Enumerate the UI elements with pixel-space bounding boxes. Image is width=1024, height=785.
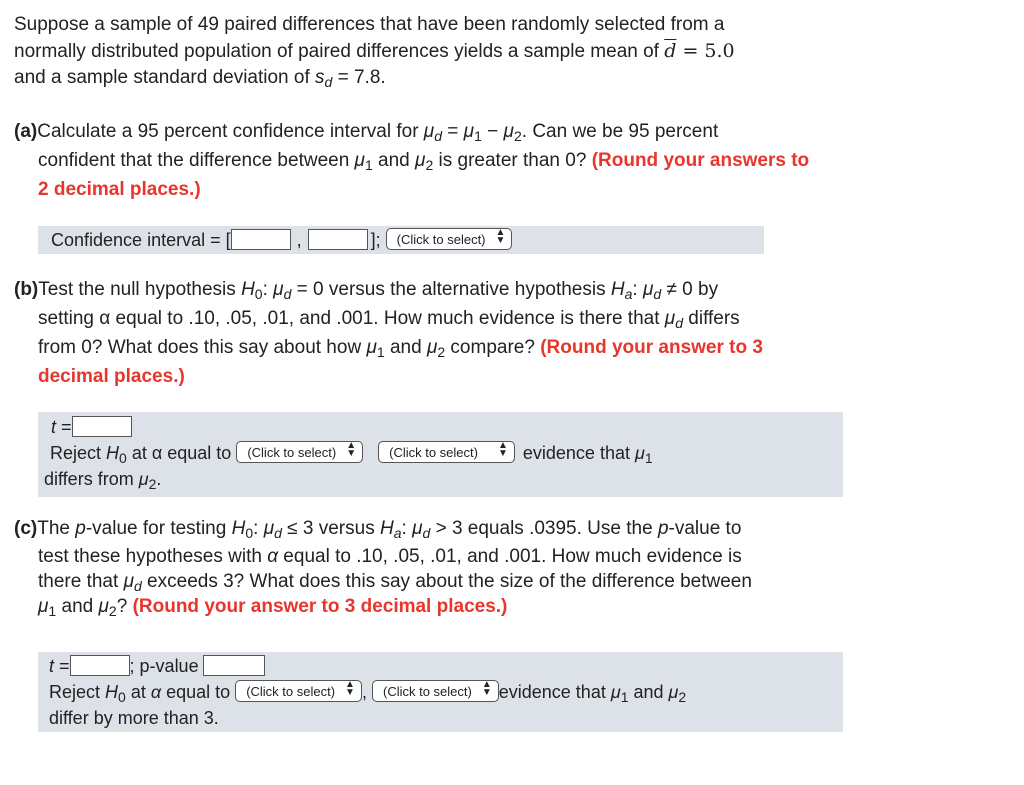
ci-close: ]; — [370, 230, 381, 250]
ci-comma: , — [296, 230, 302, 250]
select-label: (Click to select) — [246, 684, 336, 699]
part-c-line-1 — [14, 515, 820, 543]
part-c-text: test these hypotheses with — [38, 546, 268, 567]
reject-text: equal to — [161, 682, 231, 702]
mu-symbol: μ — [503, 121, 514, 142]
h-subscript: a — [393, 525, 402, 541]
alpha-symbol: α — [99, 308, 111, 329]
mu-subscript: 1 — [376, 344, 385, 360]
sample-mean-value: = 5.0 — [676, 40, 735, 62]
part-a — [14, 117, 820, 204]
p-symbol: p — [75, 518, 86, 539]
t-eq: = — [54, 656, 70, 676]
p-symbol: p — [657, 518, 669, 539]
part-b — [14, 275, 820, 391]
mu-subscript: 2 — [108, 603, 117, 619]
mu-symbol: μ — [412, 518, 423, 539]
select-arrows-icon: ▲ ▼ — [345, 679, 355, 698]
ci-conclusion-select[interactable] — [386, 228, 513, 250]
t-eq: = — [56, 417, 72, 437]
evidence-text: evidence that — [498, 682, 611, 702]
mu-subscript: 2 — [437, 344, 446, 360]
mu-subscript: d — [274, 525, 282, 541]
part-c-line-3 — [14, 571, 820, 593]
part-b-text: from 0? What does this say about how — [38, 337, 367, 358]
differ-row — [49, 705, 843, 731]
part-a-line-2 — [14, 146, 820, 204]
select-label: (Click to select) — [396, 232, 486, 247]
part-c-label: (c) — [14, 518, 38, 539]
part-a-text: and — [372, 150, 416, 171]
ci-label: Confidence interval = [ — [51, 230, 231, 250]
part-b-text: differs — [683, 308, 740, 329]
part-c-alpha-select[interactable] — [235, 680, 362, 702]
part-b-alpha-select[interactable] — [236, 441, 363, 463]
part-c-text: equal to .10, .05, .01, and .001. How much evidence is — [278, 546, 742, 567]
mu-subscript: d — [422, 525, 431, 541]
part-c-text: there that — [38, 571, 124, 592]
h-symbol: H — [231, 518, 246, 539]
mu-symbol: μ — [354, 150, 365, 171]
semicolon: ; — [129, 656, 140, 676]
mu-symbol: μ — [664, 308, 676, 329]
part-c-text: -value to — [668, 518, 742, 539]
mu-symbol: μ — [263, 518, 275, 539]
mu-symbol: μ — [138, 469, 149, 489]
h-symbol: H — [379, 518, 394, 539]
mu-subscript: 2 — [513, 128, 522, 144]
sd-symbol: s — [315, 67, 325, 88]
evidence-text: and — [628, 682, 669, 702]
select-arrows-icon: ▲ ▼ — [481, 679, 492, 698]
part-b-t-input[interactable] — [72, 416, 132, 437]
mu-symbol: μ — [38, 596, 49, 617]
d-bar-symbol: $\overline{d}$ — [664, 40, 677, 62]
differs-row — [44, 466, 843, 492]
part-c-line-4 — [14, 593, 820, 621]
reject-text: Reject — [49, 682, 106, 702]
mu-symbol: μ — [273, 279, 284, 300]
part-b-line-3 — [14, 333, 820, 391]
part-c-line-2 — [14, 543, 820, 571]
differ-text: differ by more than 3. — [49, 708, 219, 728]
mu-subscript: 2 — [425, 157, 434, 173]
part-a-text: − — [481, 121, 504, 142]
part-b-text: equal to .10, .05, .01, and .001. How much evidence is there that — [110, 308, 665, 329]
part-c-text: exceeds 3? What does this say about the size of the difference between — [141, 571, 752, 592]
evidence-text: evidence that — [522, 443, 635, 463]
comma: , — [361, 682, 367, 702]
reject-row — [44, 440, 843, 466]
mu-subscript: 1 — [474, 128, 482, 144]
t-label: t — [51, 417, 57, 437]
mu-subscript: d — [133, 578, 142, 594]
part-b-line-2 — [14, 304, 820, 333]
h-symbol: H — [106, 443, 120, 463]
mu-symbol: μ — [366, 337, 377, 358]
intro-line-2 — [14, 38, 820, 65]
h-subscript: 0 — [119, 450, 127, 466]
part-c — [14, 515, 820, 621]
part-a-text: is greater than 0? — [433, 150, 592, 171]
intro-line-1: Suppose a sample of 49 paired differences that have been randomly selected from a — [14, 14, 725, 35]
reject-text: Reject — [50, 443, 107, 463]
part-a-text: Calculate a 95 percent confidence interval for — [37, 121, 424, 142]
h-subscript: a — [624, 286, 633, 302]
mu-symbol: μ — [642, 279, 654, 300]
part-c-text: > 3 equals .0395. Use the — [430, 518, 658, 539]
part-c-evidence-select[interactable] — [372, 680, 499, 702]
part-b-line-1 — [14, 275, 820, 304]
intro-line-3 — [14, 65, 820, 91]
mu-subscript: d — [283, 286, 292, 302]
mu-subscript: 1 — [620, 689, 629, 705]
part-b-text: = 0 versus the alternative hypothesis — [291, 279, 611, 300]
mu-subscript: 1 — [48, 603, 57, 619]
part-c-round-instruction: (Round your answer to 3 decimal places.) — [132, 596, 508, 617]
intro-text: normally distributed population of paired differences yields a sample mean of — [14, 41, 665, 62]
mu-symbol: μ — [610, 682, 621, 702]
mu-symbol: μ — [463, 121, 475, 142]
part-a-text: confident that the difference between — [38, 150, 355, 171]
sd-subscript: d — [324, 74, 333, 90]
select-label: (Click to select) — [247, 445, 337, 460]
part-a-text: . Can we be 95 percent — [521, 121, 719, 142]
part-c-answer-area — [38, 652, 843, 732]
mu-symbol: μ — [423, 121, 435, 142]
part-a-answer-area — [38, 226, 764, 254]
h-subscript: 0 — [245, 525, 254, 541]
part-c-pvalue-input[interactable] — [203, 655, 265, 676]
part-b-text: and — [384, 337, 427, 358]
t-pvalue-row — [49, 653, 843, 679]
part-c-text: : — [253, 518, 264, 539]
ci-lower-input[interactable] — [231, 229, 291, 250]
part-b-evidence-select[interactable] — [378, 441, 515, 463]
h-subscript: 0 — [118, 689, 126, 705]
alpha-symbol: α — [267, 546, 279, 567]
ci-upper-input[interactable] — [308, 229, 368, 250]
part-b-text: setting — [38, 308, 100, 329]
part-a-text: = — [442, 121, 464, 142]
select-label: (Click to select) — [382, 684, 472, 699]
select-label: (Click to select) — [389, 445, 478, 460]
part-a-line-1 — [14, 117, 820, 146]
mu-symbol: μ — [123, 571, 134, 592]
h-symbol: H — [105, 682, 119, 702]
h-subscript: 0 — [254, 286, 263, 302]
mu-subscript: 1 — [644, 450, 653, 466]
mu-subscript: 2 — [678, 689, 687, 705]
part-b-text: compare? — [445, 337, 541, 358]
mu-symbol: μ — [634, 443, 645, 463]
part-b-round-instruction: (Round your answer to 3 decimal places.) — [38, 337, 763, 387]
mu-symbol: μ — [426, 337, 438, 358]
select-arrows-icon: ▲ ▼ — [346, 440, 357, 459]
mu-symbol: μ — [668, 682, 679, 702]
part-c-text: The — [37, 518, 76, 539]
part-c-text: ≤ 3 versus — [281, 518, 380, 539]
mu-subscript: d — [434, 128, 443, 144]
part-b-answer-area — [38, 412, 843, 497]
mu-subscript: 1 — [364, 157, 373, 173]
part-c-text: ? — [116, 596, 133, 617]
reject-text: at — [126, 443, 152, 463]
part-c-text: -value for testing — [85, 518, 232, 539]
problem-intro — [14, 12, 820, 91]
alpha-symbol: α — [151, 443, 163, 463]
alpha-symbol: α — [150, 682, 162, 702]
mu-subscript: d — [653, 286, 662, 302]
mu-subscript: d — [675, 315, 683, 331]
part-b-text: : — [632, 279, 643, 300]
part-b-text: Test the null hypothesis — [38, 279, 242, 300]
reject-row — [49, 679, 843, 705]
h-symbol: H — [610, 279, 625, 300]
mu-symbol: μ — [415, 150, 426, 171]
part-a-round-instruction: (Round your answers to 2 decimal places.) — [38, 150, 810, 200]
reject-text: equal to — [162, 443, 232, 463]
part-c-text: and — [56, 596, 99, 617]
reject-text: at — [125, 682, 151, 702]
t-label: t — [49, 656, 55, 676]
mu-symbol: μ — [98, 596, 109, 617]
part-a-label: (a) — [14, 121, 38, 142]
t-row — [44, 414, 843, 440]
part-c-t-input[interactable] — [70, 655, 130, 676]
part-b-text: ≠ 0 by — [661, 279, 719, 300]
differs-text: differs from — [44, 469, 139, 489]
pvalue-label: p-value — [139, 656, 199, 676]
select-arrows-icon: ▲ ▼ — [497, 440, 508, 459]
period: . — [156, 469, 162, 489]
part-b-text: : — [262, 279, 274, 300]
select-arrows-icon: ▲ ▼ — [495, 227, 506, 246]
sd-value: = 7.8. — [332, 67, 386, 88]
intro-text: and a sample standard deviation of — [14, 67, 316, 88]
h-symbol: H — [241, 279, 255, 300]
part-c-text: : — [401, 518, 413, 539]
mu-subscript: 2 — [148, 476, 157, 492]
part-b-label: (b) — [14, 279, 39, 300]
